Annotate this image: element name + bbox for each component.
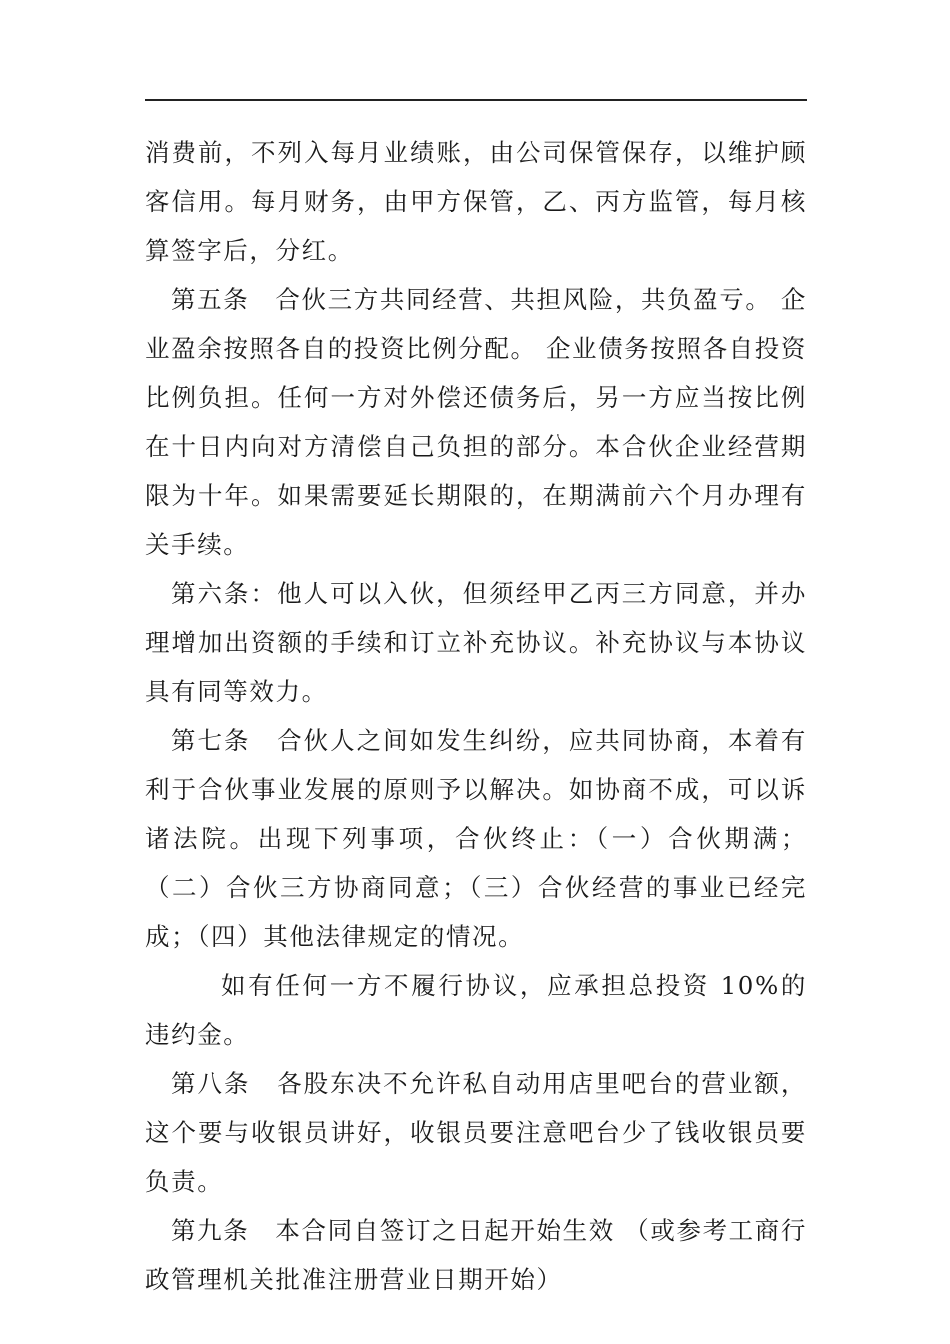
paragraph-article-6: 第六条：他人可以入伙，但须经甲乙丙三方同意，并办理增加出资额的手续和订立补充协议。补充协议与本协议具有同等效力。: [145, 579, 807, 706]
document-body: [145, 128, 807, 1304]
paragraph-continuation: 消费前，不列入每月业绩账，由公司保管保存，以维护顾客信用。每月财务，由甲方保管，乙、丙方监管，每月核算签字后，分红。: [145, 138, 807, 265]
paragraph-article-5: 第五条 合伙三方共同经营、共担风险，共负盈亏。 企业盈余按照各自的投资比例分配。 企业债务按照各自投资比例负担。任何一方对外偿还债务后，另一方应当按比例在十日内向对方清偿自己负担的部分。本合伙企业经营期限为十年。如果需要延长期限的，在期满前六个月办理有关手续。: [145, 285, 807, 559]
paragraph-article-8: 第八条 各股东决不允许私自动用店里吧台的营业额，这个要与收银员讲好，收银员要注意吧台少了钱收银员要负责。: [145, 1069, 807, 1196]
paragraph-penalty: 如有任何一方不履行协议，应承担总投资 10%的违约金。: [145, 971, 807, 1049]
paragraph-article-9: 第九条 本合同自签订之日起开始生效 （或参考工商行政管理机关批准注册营业日期开始）: [145, 1216, 807, 1294]
header-rule: [145, 99, 807, 101]
paragraph-article-7: 第七条 合伙人之间如发生纠纷，应共同协商，本着有利于合伙事业发展的原则予以解决。如协商不成，可以诉诸法院。出现下列事项，合伙终止：（一）合伙期满；（二）合伙三方协商同意；（三）合伙经营的事业已经完成；（四）其他法律规定的情况。: [145, 726, 807, 951]
